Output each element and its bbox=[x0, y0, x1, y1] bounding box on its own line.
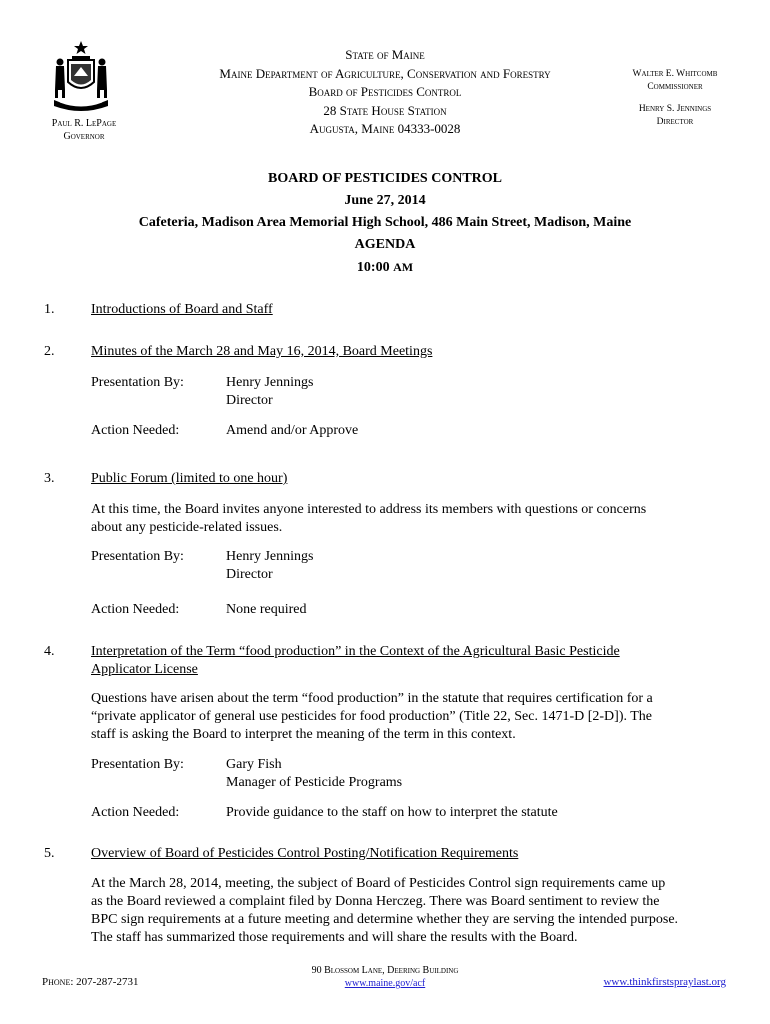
footer-address-block bbox=[240, 964, 530, 990]
director-title: Director bbox=[656, 116, 694, 127]
action-label: Action Needed: bbox=[91, 423, 180, 438]
item-heading: Minutes of the March 28 and May 16, 2014, Board Meetings bbox=[91, 344, 433, 359]
meeting-date: June 27, 2014 bbox=[344, 193, 426, 208]
action-label: Action Needed: bbox=[91, 602, 180, 617]
board-name: Board of Pesticides Control bbox=[308, 84, 462, 99]
department-name: Maine Department of Agriculture, Conservation and Forestry bbox=[219, 65, 551, 81]
city-address: Augusta, Maine 04333-0028 bbox=[309, 121, 461, 136]
action-needed: None required bbox=[226, 602, 307, 617]
agenda-heading: AGENDA bbox=[354, 237, 416, 252]
officials-block bbox=[615, 68, 735, 128]
item-number: 5. bbox=[44, 846, 55, 861]
station-address: 28 State House Station bbox=[323, 102, 447, 118]
item-number: 2. bbox=[44, 344, 55, 359]
item-description-line: At this time, the Board invites anyone interested to address its members with questions or concerns bbox=[91, 502, 647, 517]
item-heading: Public Forum (limited to one hour) bbox=[91, 471, 288, 486]
item-description-line: as the Board reviewed a complaint filed by Donna Herczeg. There was Board sentiment to review the bbox=[91, 894, 660, 909]
presenter-name: Henry Jennings bbox=[226, 375, 314, 390]
item-number: 3. bbox=[44, 471, 55, 486]
footer-thinkfirst-link[interactable]: www.thinkfirstspraylast.org bbox=[603, 976, 726, 988]
item-description-line: At the March 28, 2014, meeting, the subject of Board of Pesticides Control sign requirements came up bbox=[91, 876, 666, 891]
state-seal-icon bbox=[50, 40, 112, 112]
item-heading: Overview of Board of Pesticides Control Posting/Notification Requirements bbox=[91, 846, 519, 861]
presentation-label: Presentation By: bbox=[91, 375, 184, 390]
item-description-line: about any pesticide-related issues. bbox=[91, 520, 283, 535]
item-description-line: staff is asking the Board to interpret the meaning of the term in this context. bbox=[91, 727, 516, 742]
item-description-line: Questions have arisen about the term “food production” in the statute that requires certification for a bbox=[91, 691, 653, 706]
commissioner-name: Walter E. Whitcomb bbox=[632, 69, 718, 79]
item-number: 1. bbox=[44, 302, 55, 317]
item-description-line: “private applicator of general use pesticides for food production” (Title 22, Sec. 1471-D [2-D]). The bbox=[91, 709, 652, 724]
governor-title: Governor bbox=[63, 131, 105, 142]
footer-right-block bbox=[560, 976, 726, 988]
presentation-label: Presentation By: bbox=[91, 757, 184, 772]
meeting-time bbox=[40, 256, 730, 279]
action-label: Action Needed: bbox=[91, 805, 180, 820]
presenter-name: Gary Fish bbox=[226, 757, 282, 772]
item-heading-line: Applicator License bbox=[91, 662, 198, 677]
commissioner-title: Commissioner bbox=[647, 81, 703, 92]
governor-name: Paul R. LePage bbox=[51, 118, 117, 129]
presenter-name: Henry Jennings bbox=[226, 549, 314, 564]
presentation-label: Presentation By: bbox=[91, 549, 184, 564]
item-description-line: The staff has summarized those requirements and will share the results with the Board. bbox=[91, 930, 578, 945]
governor-block bbox=[22, 117, 146, 143]
department-address bbox=[160, 46, 610, 139]
action-needed: Amend and/or Approve bbox=[226, 423, 359, 438]
board-title: BOARD OF PESTICIDES CONTROL bbox=[267, 171, 503, 186]
action-needed: Provide guidance to the staff on how to interpret the statute bbox=[226, 805, 558, 820]
presenter-title: Director bbox=[226, 393, 273, 408]
state-name: State of Maine bbox=[345, 47, 425, 62]
meeting-time-unit: AM bbox=[393, 260, 414, 274]
footer-phone: Phone: 207-287-2731 bbox=[42, 976, 139, 988]
meeting-location: Cafeteria, Madison Area Memorial High School, 486 Main Street, Madison, Maine bbox=[138, 215, 632, 230]
agenda-title-block bbox=[40, 168, 730, 279]
footer-website-link[interactable]: www.maine.gov/acf bbox=[344, 978, 426, 989]
presenter-title: Director bbox=[226, 567, 273, 582]
director-name: Henry S. Jennings bbox=[638, 104, 712, 114]
item-heading-line: Interpretation of the Term “food production” in the Context of the Agricultural Basic Pesticide bbox=[91, 644, 620, 659]
footer-address: 90 Blossom Lane, Deering Building bbox=[311, 965, 459, 976]
presenter-title: Manager of Pesticide Programs bbox=[226, 775, 403, 790]
item-number: 4. bbox=[44, 644, 55, 659]
item-description-line: BPC sign requirements at a future meeting and determine whether they are serving the intended purpose. bbox=[91, 912, 679, 927]
meeting-time-value: 10:00 bbox=[356, 260, 390, 275]
item-heading: Introductions of Board and Staff bbox=[91, 302, 273, 317]
